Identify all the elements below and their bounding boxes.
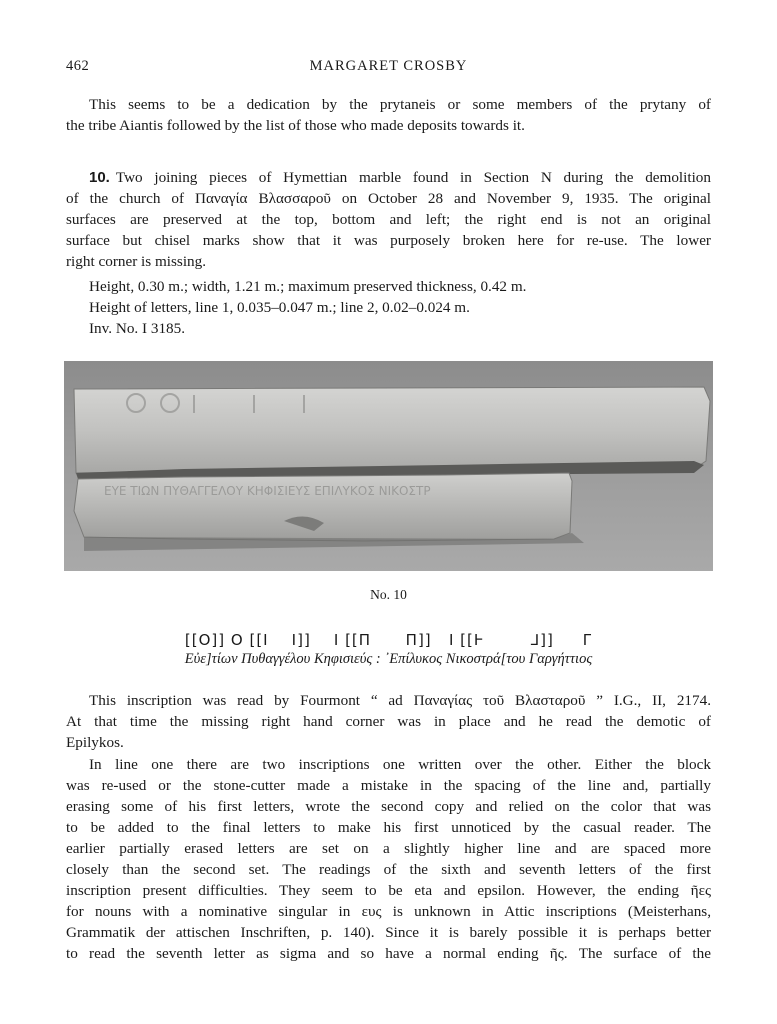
- intro-line: the tribe Aiantis followed by the list of those who made deposits towards it.: [66, 117, 525, 134]
- entry-number: 10.: [89, 169, 110, 186]
- body-line: In line one there are two inscriptions one written over the other. Either the block: [89, 756, 711, 773]
- entry-line: surface but chisel marks show that it was purposely broken here for re-use. The lower: [66, 232, 711, 249]
- body-line: to be added to the final letters to make his first unnoticed by the casual reader. The: [66, 819, 711, 836]
- entry-line: right corner is missing.: [66, 253, 207, 270]
- figure-caption: No. 10: [370, 587, 407, 602]
- running-head-author: MARGARET CROSBY: [309, 58, 468, 74]
- greek-transcription-line-2: Εὐε]τίων Πυθαγγέλου Κηφισιεύς : ᾿Επίλυκος Νικοστρά[του Γαργήττιος: [184, 651, 593, 667]
- body-line: closely than the second set. The readings of the sixth and seventh letters of the first: [66, 861, 711, 878]
- measurement-line: Height of letters, line 1, 0.035–0.047 m.; line 2, 0.02–0.024 m.: [89, 299, 470, 316]
- body-line: At that time the missing right hand corner was in place and he read the demotic of: [66, 713, 711, 730]
- body-line: for nouns with a nominative singular in ευς is unknown in Attic inscriptions (Meisterhans,: [66, 903, 711, 920]
- page-number: 462: [66, 58, 90, 74]
- inscription-photograph: [64, 361, 713, 571]
- body-line: Epilykos.: [66, 734, 124, 751]
- body-line: This inscription was read by Fourmont “ ad Παναγίας τοῦ Βλασταροῦ ” I.G., II, 2174.: [89, 692, 711, 709]
- marble-block-image: [64, 361, 713, 571]
- epigraphic-text-line-1: [[O]] O [[I I]] I [[Π Π]] I [[Ⱶ ⅃]] Γ: [184, 631, 593, 649]
- body-line: erasing some of his first letters, wrote the second copy and relied on the color that was: [66, 798, 711, 815]
- measurement-line: Height, 0.30 m.; width, 1.21 m.; maximum preserved thickness, 0.42 m.: [89, 278, 527, 295]
- body-line: Grammatik der attischen Inschriften, p. 140). Since it is barely possible it is perhaps better: [66, 924, 711, 941]
- intro-line: This seems to be a dedication by the prytaneis or some members of the prytany of: [89, 96, 711, 113]
- body-line: earlier partially erased letters are set on a slightly higher line and are spaced more: [66, 840, 711, 857]
- body-line: to read the seventh letter as sigma and so have a normal ending ῆς. The surface of the: [66, 945, 711, 962]
- body-line: was re-used or the stone-cutter made a mistake in the spacing of the line and, partially: [66, 777, 711, 794]
- entry-line: of the church of Παναγία Βλασσαροῦ on October 28 and November 9, 1935. The original: [66, 190, 711, 207]
- measurement-line: Inv. No. I 3185.: [89, 320, 186, 337]
- entry-line: Two joining pieces of Hymettian marble found in Section N during the demolition: [115, 169, 711, 186]
- body-line: inscription present difficulties. They seem to be eta and epsilon. However, the ending ῆες: [66, 882, 711, 899]
- entry-line: surfaces are preserved at the top, bottom and left; the right end is not an original: [66, 211, 711, 228]
- entry-first-line: [89, 167, 711, 188]
- svg-text:ΕΥΕ ΤΙΩΝ ΠΥΘΑΓΓΕΛΟΥ ΚΗΦΙΣΙΕΥΣ: ΕΥΕ ΤΙΩΝ ΠΥΘΑΓΓΕΛΟΥ ΚΗΦΙΣΙΕΥΣ ΕΠΙΛΥΚΟΣ ΝΙΚΟΣΤΡ: [104, 484, 431, 498]
